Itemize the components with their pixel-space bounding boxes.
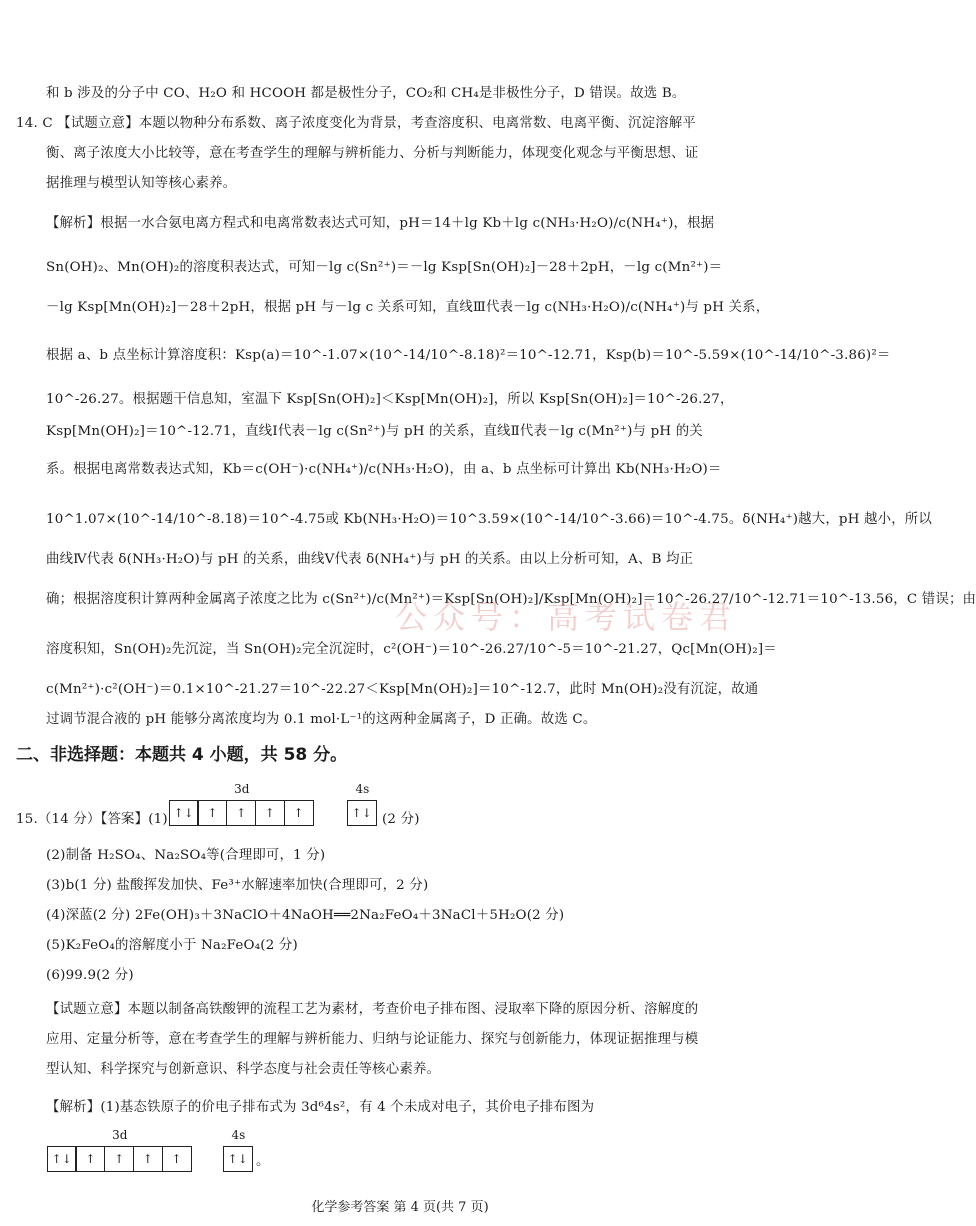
orbital-box: ↑: [133, 1146, 163, 1172]
q15-header: 15.（14 分）【答案】(1): [16, 812, 168, 827]
intent-line: 【试题立意】本题以制备高铁酸钾的流程工艺为素材，考查价电子排布图、浸取率下降的原因分析、溶解度的: [46, 1002, 699, 1017]
text-line: －lg Ksp[Mn(OH)₂]－28＋2pH，根据 pH 与－lg c 关系可知，直线Ⅲ代表－lg c(NH₃·H₂O)/c(NH₄⁺)与 pH 关系，: [46, 300, 770, 315]
answer-line: (5)K₂FeO₄的溶解度小于 Na₂FeO₄(2 分): [46, 938, 298, 953]
q14-header: 14. C 【试题立意】本题以物种分布系数、离子浓度变化为背景，考查溶度积、电离常数、电离平衡、沉淀溶解平: [16, 116, 697, 131]
orbital-box: ↑↓: [47, 1146, 77, 1172]
text-line: 10^1.07×(10^-14/10^-8.18)＝10^-4.75或 Kb(NH₃·H₂O)＝10^3.59×(10^-14/10^-3.66)＝10^-4.75。δ(NH₄⁺)越大，pH 越小，所以: [46, 512, 932, 527]
orbital-box: ↑↓: [223, 1146, 253, 1172]
text-line: 衡、离子浓度大小比较等，意在考查学生的理解与辨析能力、分析与判断能力，体现变化观念与平衡思想、证: [46, 146, 699, 161]
orbital-label: 3d: [234, 782, 250, 796]
analysis-line: 【解析】(1)基态铁原子的价电子排布式为 3d⁶4s²，有 4 个未成对电子，其价电子排布图为: [46, 1100, 595, 1115]
text-line: 溶度积知，Sn(OH)₂先沉淀，当 Sn(OH)₂完全沉淀时，c²(OH⁻)＝10^-26.27/10^-5＝10^-21.27，Qc[Mn(OH)₂]＝: [46, 642, 777, 657]
intent-line: 应用、定量分析等，意在考查学生的理解与辨析能力、归纳与论证能力、探究与创新能力，体现证据推理与模: [46, 1032, 699, 1047]
orbital-4s-analysis: [224, 1128, 253, 1172]
watermark: 公众号：高考试卷君: [395, 598, 738, 636]
answer-line: (4)深蓝(2 分) 2Fe(OH)₃＋3NaClO＋4NaOH══2Na₂FeO₄＋3NaCl＋5H₂O(2 分): [46, 908, 565, 923]
orbital-box: ↑: [226, 800, 256, 826]
orbital-3d-answer: [170, 782, 314, 826]
orbital-4s-answer: [348, 782, 377, 826]
end-mark: 。: [256, 1154, 270, 1169]
orbital-box: ↑: [75, 1146, 105, 1172]
text-line: 【解析】根据一水合氨电离方程式和电离常数表达式可知，pH＝14＋lg Kb＋lg c(NH₃·H₂O)/c(NH₄⁺)，根据: [46, 216, 715, 231]
text-line: 确；根据溶度积计算两种金属离子浓度之比为 c(Sn²⁺)/c(Mn²⁺)＝Ksp[Sn(OH)₂]/Ksp[Mn(OH)₂]＝10^-26.27/10^-12.71＝10^-13.56，C 错误；由: [46, 592, 976, 607]
answer-line: (6)99.9(2 分): [46, 968, 134, 983]
orbital-box: ↑↓: [169, 800, 199, 826]
text-line: 10^-26.27。根据题干信息知，室温下 Ksp[Sn(OH)₂]＜Ksp[Mn(OH)₂]，所以 Ksp[Sn(OH)₂]＝10^-26.27，: [46, 392, 734, 407]
answer-line: (2)制备 H₂SO₄、Na₂SO₄等(合理即可，1 分): [46, 848, 326, 863]
orbital-box: ↑: [284, 800, 314, 826]
text-line: Sn(OH)₂、Mn(OH)₂的溶度积表达式，可知－lg c(Sn²⁺)＝－lg Ksp[Sn(OH)₂]－28＋2pH，－lg c(Mn²⁺)＝: [46, 260, 723, 275]
orbital-label: 4s: [231, 1128, 246, 1142]
section-title: 二、非选择题：本题共 4 小题，共 58 分。: [16, 745, 348, 765]
text-line: Ksp[Mn(OH)₂]＝10^-12.71，直线Ⅰ代表－lg c(Sn²⁺)与 pH 的关系，直线Ⅱ代表－lg c(Mn²⁺)与 pH 的关: [46, 424, 703, 439]
orbital-box: ↑: [197, 800, 227, 826]
intent-line: 型认知、科学探究与创新意识、科学态度与社会责任等核心素养。: [46, 1062, 441, 1077]
text-line: 据推理与模型认知等核心素养。: [46, 176, 237, 191]
text-line: c(Mn²⁺)·c²(OH⁻)＝0.1×10^-21.27＝10^-22.27＜Ksp[Mn(OH)₂]＝10^-12.7，此时 Mn(OH)₂没有沉淀，故通: [46, 682, 759, 697]
page-footer: 化学参考答案 第 4 页(共 7 页): [311, 1200, 489, 1215]
orbital-3d-analysis: [48, 1128, 192, 1172]
orbital-label: 4s: [355, 782, 370, 796]
q15-score: (2 分): [382, 812, 420, 827]
text-line: 过调节混合液的 pH 能够分离浓度均为 0.1 mol·L⁻¹的这两种金属离子，D 正确。故选 C。: [46, 712, 597, 727]
text-line: 曲线Ⅳ代表 δ(NH₃·H₂O)与 pH 的关系，曲线Ⅴ代表 δ(NH₄⁺)与 pH 的关系。由以上分析可知，A、B 均正: [46, 552, 694, 567]
text-line: 系。根据电离常数表达式知，Kb＝c(OH⁻)·c(NH₄⁺)/c(NH₃·H₂O)，由 a、b 点坐标可计算出 Kb(NH₃·H₂O)＝: [46, 462, 722, 477]
orbital-label: 3d: [112, 1128, 128, 1142]
text-line: 和 b 涉及的分子中 CO、H₂O 和 HCOOH 都是极性分子，CO₂和 CH₄是非极性分子，D 错误。故选 B。: [46, 86, 686, 101]
orbital-box: ↑: [162, 1146, 192, 1172]
text-line: 根据 a、b 点坐标计算溶度积：Ksp(a)＝10^-1.07×(10^-14/10^-8.18)²＝10^-12.71，Ksp(b)＝10^-5.59×(10^-14/10^-3.86)²＝: [46, 348, 891, 363]
orbital-box: ↑: [255, 800, 285, 826]
orbital-box: ↑↓: [347, 800, 377, 826]
answer-line: (3)b(1 分) 盐酸挥发加快、Fe³⁺水解速率加快(合理即可，2 分): [46, 878, 429, 893]
orbital-box: ↑: [104, 1146, 134, 1172]
